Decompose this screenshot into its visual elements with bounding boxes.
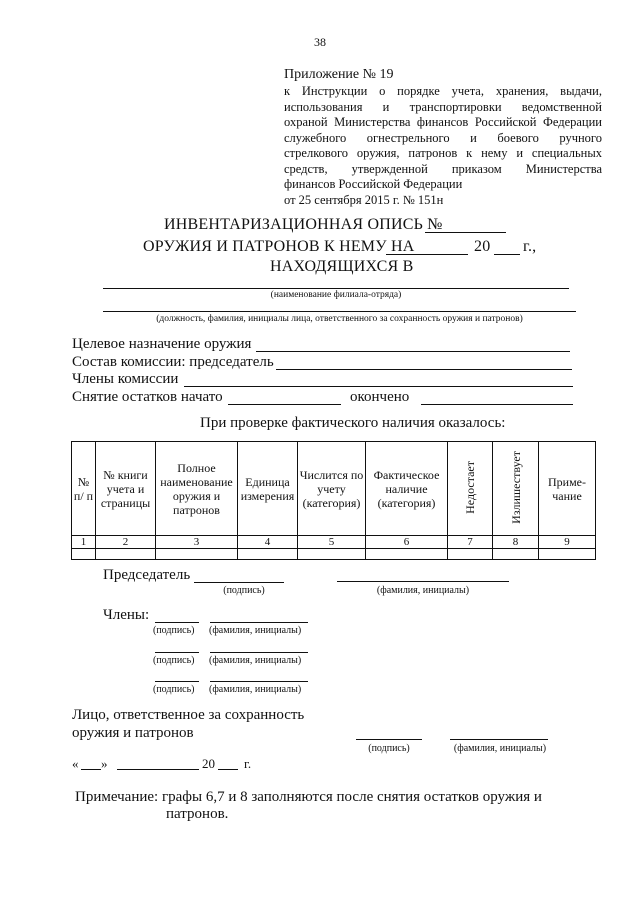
- check-heading: При проверке фактического наличия оказалось:: [200, 415, 506, 431]
- members-signature-label: Члены:: [103, 607, 150, 623]
- members-label: Члены комиссии: [72, 371, 179, 387]
- date-year-line[interactable]: [218, 769, 238, 770]
- appendix-line: к Инструкции о порядке учета, хранения, выдачи,: [284, 84, 602, 98]
- member1-signature-caption: (подпись): [153, 625, 195, 636]
- member1-name-caption: (фамилия, инициалы): [209, 625, 302, 636]
- member2-name-line[interactable]: [210, 652, 308, 653]
- member3-signature-caption: (подпись): [153, 684, 195, 695]
- table-cell[interactable]: [539, 549, 596, 560]
- responsible-line[interactable]: [103, 311, 576, 312]
- column-number: 7: [448, 536, 493, 549]
- note-line2: патронов.: [166, 806, 229, 822]
- chairman-label: Председатель: [103, 567, 191, 583]
- appendix-line: средств, утвержденной приказом Министерства: [284, 161, 602, 176]
- note-line1: Примечание: графы 6,7 и 8 заполняются после снятия остатков оружия и: [75, 789, 542, 805]
- heading-year-line[interactable]: [494, 254, 520, 255]
- appendix-line: финансов Российской Федерации: [284, 177, 463, 191]
- column-number: 5: [298, 536, 366, 549]
- members-line[interactable]: [184, 386, 573, 387]
- responsible-name-line[interactable]: [450, 739, 548, 740]
- date-year-suffix: г.: [244, 756, 252, 771]
- date-year-prefix: 20: [202, 756, 215, 771]
- commission-label: Состав комиссии: председатель: [72, 354, 274, 370]
- inventory-title: ИНВЕНТАРИЗАЦИОННАЯ ОПИСЬ №: [164, 216, 443, 233]
- responsible-signature-caption: (подпись): [368, 743, 410, 754]
- header-book: № книги учета и страницы: [96, 442, 156, 536]
- branch-line[interactable]: [103, 288, 569, 289]
- appendix-block: [284, 66, 602, 208]
- member3-name-caption: (фамилия, инициалы): [209, 684, 302, 695]
- date-month-line[interactable]: [117, 769, 199, 770]
- inventory-number-line[interactable]: [425, 232, 506, 233]
- member2-signature-line[interactable]: [155, 652, 199, 653]
- purpose-label: Целевое назначение оружия: [72, 336, 252, 352]
- page-number: 38: [314, 35, 326, 49]
- heading-location: НАХОДЯЩИХСЯ В: [270, 258, 414, 275]
- date-close-quote: »: [101, 756, 108, 771]
- table-cell[interactable]: [366, 549, 448, 560]
- table-header-row: [72, 442, 596, 536]
- column-number: 6: [366, 536, 448, 549]
- column-number: 8: [493, 536, 539, 549]
- header-surplus: [493, 442, 539, 536]
- chairman-signature-line[interactable]: [194, 582, 284, 583]
- heading-year-prefix: 20: [474, 238, 491, 255]
- start-line[interactable]: [228, 404, 341, 405]
- header-unit: Единица измерения: [238, 442, 298, 536]
- table-cell[interactable]: [156, 549, 238, 560]
- header-shortage-label: Недостает: [463, 460, 477, 514]
- table-cell[interactable]: [448, 549, 493, 560]
- header-recorded: Числится по учету (категория): [298, 442, 366, 536]
- date-day-line[interactable]: [81, 769, 101, 770]
- column-number: 1: [72, 536, 96, 549]
- purpose-line[interactable]: [256, 351, 570, 352]
- member2-signature-caption: (подпись): [153, 655, 195, 666]
- responsible-signature-line[interactable]: [356, 739, 422, 740]
- responsible-name-caption: (фамилия, инициалы): [453, 743, 547, 754]
- inventory-table: [71, 441, 596, 560]
- appendix-line: охраной Министерства финансов Российской Федерации: [284, 115, 602, 129]
- member1-name-line[interactable]: [210, 622, 308, 623]
- member2-name-caption: (фамилия, инициалы): [209, 655, 302, 666]
- end-line[interactable]: [421, 404, 573, 405]
- end-label: окончено: [350, 389, 410, 405]
- chairman-signature-caption: (подпись): [223, 585, 265, 596]
- header-shortage: [448, 442, 493, 536]
- header-name: Полное наименование оружия и патронов: [156, 442, 238, 536]
- table-row[interactable]: [72, 549, 596, 560]
- table-cell[interactable]: [96, 549, 156, 560]
- table-cell[interactable]: [72, 549, 96, 560]
- heading-date-day-line[interactable]: [386, 254, 468, 255]
- appendix-line: стрелкового оружия, патронов к нему и специальных: [284, 146, 602, 160]
- column-number: 3: [156, 536, 238, 549]
- member3-signature-line[interactable]: [155, 681, 199, 682]
- responsible-person-line1: Лицо, ответственное за сохранность: [72, 707, 305, 723]
- heading-date-line: ОРУЖИЯ И ПАТРОНОВ К НЕМУ НА: [143, 238, 415, 255]
- responsible-caption: (должность, фамилия, инициалы лица, ответственного за сохранность оружия и патронов): [156, 314, 523, 324]
- header-actual: Фактическое наличие (категория): [366, 442, 448, 536]
- date-open-quote: «: [72, 756, 79, 771]
- chairman-name-line[interactable]: [337, 581, 509, 582]
- appendix-title: Приложение № 19: [284, 67, 394, 82]
- member3-name-line[interactable]: [210, 681, 308, 682]
- responsible-person-line2: оружия и патронов: [72, 725, 194, 741]
- member1-signature-line[interactable]: [155, 622, 199, 623]
- start-label: Снятие остатков начато: [72, 389, 223, 405]
- header-number: № п/ п: [72, 442, 96, 536]
- column-number: 4: [238, 536, 298, 549]
- appendix-date: от 25 сентября 2015 г. № 151н: [284, 192, 444, 207]
- heading-year-suffix: г.,: [523, 238, 537, 255]
- chairman-name-caption: (фамилия, инициалы): [376, 585, 470, 596]
- table-cell[interactable]: [238, 549, 298, 560]
- commission-line[interactable]: [276, 369, 572, 370]
- table-cell[interactable]: [493, 549, 539, 560]
- branch-caption: (наименование филиала-отряда): [270, 290, 402, 300]
- column-number: 2: [96, 536, 156, 549]
- header-note: Приме-чание: [539, 442, 596, 536]
- appendix-line: служебного огнестрельного и боевого ручного: [284, 130, 602, 145]
- table-number-row: [72, 536, 596, 549]
- table-cell[interactable]: [298, 549, 366, 560]
- column-number: 9: [539, 536, 596, 549]
- appendix-line: использования и транспортировки ведомственной: [284, 99, 602, 114]
- header-surplus-label: Излишествует: [508, 450, 523, 524]
